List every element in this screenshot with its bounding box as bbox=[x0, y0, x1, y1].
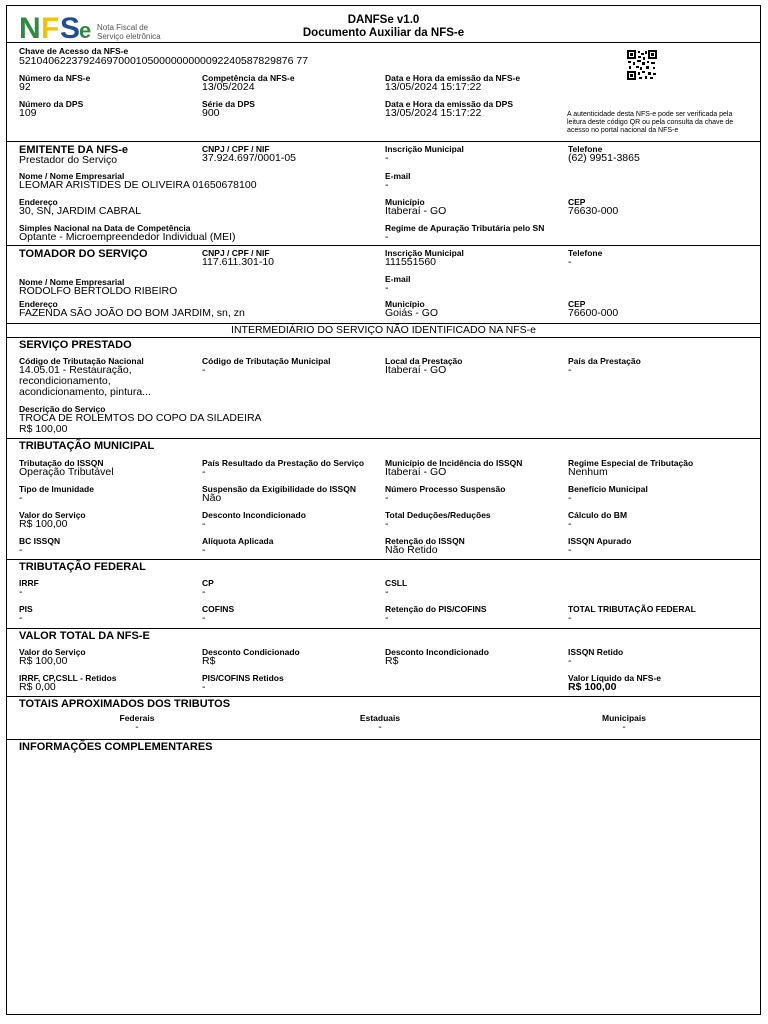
intermediario-text: INTERMEDIÁRIO DO SERVIÇO NÃO IDENTIFICADO NA NFS-e bbox=[231, 324, 536, 336]
field-label: Suspensão da Exigibilidade do ISSQN bbox=[202, 484, 356, 494]
field-value: Operação Tributável bbox=[19, 466, 114, 478]
emitente-nome-value: LEOMAR ARISTIDES DE OLIVEIRA 01650678100 bbox=[19, 179, 257, 191]
emitente-sn-value: Optante - Microempreendedor Individual (MEI) bbox=[19, 231, 236, 243]
tomador-end-label: Endereço bbox=[19, 299, 58, 309]
field-value: - bbox=[568, 544, 572, 556]
emitente-regime-label: Regime de Apuração Tributária pelo SN bbox=[385, 223, 545, 233]
field-label: Tributação do ISSQN bbox=[19, 458, 104, 468]
cod-mun-value: - bbox=[202, 364, 206, 376]
tomador-cep-label: CEP bbox=[568, 299, 586, 309]
field-value: - bbox=[385, 492, 389, 504]
emitente-subtitle: Prestador do Serviço bbox=[19, 154, 118, 166]
tomador-email-label: E-mail bbox=[385, 274, 411, 284]
field-value: R$ bbox=[202, 655, 216, 667]
field-label: CP bbox=[202, 578, 214, 588]
trib-municipal-title: TRIBUTAÇÃO MUNICIPAL bbox=[19, 440, 155, 452]
tomador-title: TOMADOR DO SERVIÇO bbox=[19, 248, 148, 260]
competencia-value: 13/05/2024 bbox=[202, 81, 255, 93]
field-label: TOTAL TRIBUTAÇÃO FEDERAL bbox=[568, 604, 696, 614]
field-label: Regime Especial de Tributação bbox=[568, 458, 694, 468]
tomador-tel-label: Telefone bbox=[568, 248, 603, 258]
totais-municipais-label: Municipais bbox=[602, 713, 646, 723]
tomador-cnpj-value: 117.611.301-10 bbox=[202, 256, 275, 268]
field-label: Desconto Incondicionado bbox=[385, 647, 489, 657]
emitente-email-label: E-mail bbox=[385, 171, 411, 181]
info-complementares-title: INFORMAÇÕES COMPLEMENTARES bbox=[19, 741, 213, 753]
field-label: Retenção do PIS/COFINS bbox=[385, 604, 487, 614]
field-value: - bbox=[202, 612, 206, 624]
emitente-nome-label: Nome / Nome Empresarial bbox=[19, 171, 125, 181]
field-label: COFINS bbox=[202, 604, 235, 614]
emitente-cep-value: 76630-000 bbox=[568, 205, 619, 217]
field-value: - bbox=[568, 492, 572, 504]
field-value: Nenhum bbox=[568, 466, 608, 478]
tomador-mun-value: Goiás - GO bbox=[385, 307, 439, 319]
trib-federal-title: TRIBUTAÇÃO FEDERAL bbox=[19, 561, 146, 573]
chave-label: Chave de Acesso da NFS-e bbox=[19, 46, 129, 56]
field-label: Valor Líquido da NFS-e bbox=[568, 673, 662, 683]
numero-value: 92 bbox=[19, 81, 31, 93]
tomador-tel-value: - bbox=[568, 256, 572, 268]
emitente-sn-label: Simples Nacional na Data de Competência bbox=[19, 223, 191, 233]
desc-value: TROCA DE ROLEMTOS DO COPO DA SILADEIRA bbox=[19, 412, 262, 424]
local-label: Local da Prestação bbox=[385, 356, 463, 366]
emitente-mun-value: Itaberaí - GO bbox=[385, 205, 447, 217]
field-label: BC ISSQN bbox=[19, 536, 61, 546]
divider bbox=[7, 337, 760, 338]
totais-estaduais-value: - bbox=[378, 721, 382, 733]
field-value: - bbox=[385, 586, 389, 598]
svg-text:N: N bbox=[19, 12, 41, 44]
serie-value: 900 bbox=[202, 107, 220, 119]
chave-value: 52104062237924697000105000000000092240587829876 77 bbox=[19, 55, 309, 67]
field-label: IRRF bbox=[19, 578, 39, 588]
field-value: - bbox=[19, 544, 23, 556]
field-label: ISSQN Apurado bbox=[568, 536, 632, 546]
dps-data-value: 13/05/2024 15:17:22 bbox=[385, 107, 482, 119]
tomador-end-value: FAZENDA SÃO JOÃO DO BOM JARDIM, sn, zn bbox=[19, 307, 245, 319]
qr-code-icon bbox=[627, 50, 657, 80]
emitente-email-value: - bbox=[385, 179, 389, 191]
tomador-im-value: 111551560 bbox=[385, 256, 436, 268]
numero-label: Número da NFS-e bbox=[19, 73, 91, 83]
divider bbox=[7, 42, 760, 43]
divider bbox=[7, 245, 760, 246]
field-label: Número Processo Suspensão bbox=[385, 484, 506, 494]
svg-text:F: F bbox=[41, 12, 60, 44]
emissao-label: Data e Hora da emissão da NFS-e bbox=[385, 73, 521, 83]
totais-estaduais-label: Estaduais bbox=[359, 713, 401, 723]
cod-nac-value: 14.05.01 - Restauração, recondicionamento, acondicionamento, pintura... bbox=[19, 364, 151, 398]
competencia-label: Competência da NFS-e bbox=[202, 73, 295, 83]
emitente-end-label: Endereço bbox=[19, 197, 58, 207]
field-label: Valor do Serviço bbox=[19, 647, 86, 657]
valor-total-title: VALOR TOTAL DA NFS-E bbox=[19, 630, 150, 642]
emitente-tel-label: Telefone bbox=[568, 144, 603, 154]
field-label: Tipo de Imunidade bbox=[19, 484, 94, 494]
danfse-page bbox=[6, 5, 761, 1015]
divider bbox=[7, 696, 760, 697]
divider bbox=[7, 141, 760, 142]
emitente-end-value: 30, SN, JARDIM CABRAL bbox=[19, 205, 141, 217]
emitente-cnpj-label: CNPJ / CPF / NIF bbox=[202, 144, 270, 154]
field-value: - bbox=[568, 655, 572, 667]
totais-municipais-value: - bbox=[622, 721, 626, 733]
emitente-cnpj-value: 37.924.697/0001-05 bbox=[202, 152, 297, 164]
divider bbox=[7, 559, 760, 560]
serie-label: Série da DPS bbox=[202, 99, 255, 109]
field-label: Alíquota Aplicada bbox=[202, 536, 274, 546]
dps-label: Número da DPS bbox=[19, 99, 84, 109]
cod-mun-label: Código de Tributação Municipal bbox=[202, 356, 331, 366]
emitente-title: EMITENTE DA NFS-e bbox=[19, 144, 128, 156]
field-value: - bbox=[385, 612, 389, 624]
field-label: Desconto Incondicionado bbox=[202, 510, 306, 520]
field-label: IRRF, CP,CSLL - Retidos bbox=[19, 673, 117, 683]
tomador-cnpj-label: CNPJ / CPF / NIF bbox=[202, 248, 270, 258]
field-label: Valor do Serviço bbox=[19, 510, 86, 520]
field-value: R$ bbox=[385, 655, 399, 667]
field-value: - bbox=[202, 466, 206, 478]
tomador-email-value: - bbox=[385, 282, 389, 294]
field-label: PIS bbox=[19, 604, 33, 614]
emitente-regime-value: - bbox=[385, 231, 389, 243]
tomador-nome-label: Nome / Nome Empresarial bbox=[19, 277, 125, 287]
field-value: Não bbox=[202, 492, 222, 504]
field-value: R$ 100,00 bbox=[568, 681, 617, 693]
field-label: PIS/COFINS Retidos bbox=[202, 673, 284, 683]
cod-nac-label: Código de Tributação Nacional bbox=[19, 356, 144, 366]
field-label: Município de Incidência do ISSQN bbox=[385, 458, 523, 468]
field-label: Desconto Condicionado bbox=[202, 647, 300, 657]
totais-federais-value: - bbox=[135, 721, 139, 733]
tomador-mun-label: Município bbox=[385, 299, 425, 309]
emitente-im-value: - bbox=[385, 152, 389, 164]
emitente-mun-label: Município bbox=[385, 197, 425, 207]
field-value: - bbox=[19, 492, 23, 504]
desc-value-2: R$ 100,00 bbox=[19, 423, 68, 435]
tomador-cep-value: 76600-000 bbox=[568, 307, 619, 319]
field-label: Total Deduções/Reduções bbox=[385, 510, 491, 520]
field-value: - bbox=[568, 612, 572, 624]
dps-data-label: Data e Hora da emissão da DPS bbox=[385, 99, 514, 109]
field-value: R$ 0,00 bbox=[19, 681, 56, 693]
field-value: - bbox=[202, 681, 206, 693]
emitente-cep-label: CEP bbox=[568, 197, 586, 207]
field-value: Não Retido bbox=[385, 544, 438, 556]
field-value: - bbox=[19, 586, 23, 598]
field-value: - bbox=[202, 586, 206, 598]
field-value: Itaberaí - GO bbox=[385, 466, 447, 478]
field-label: País Resultado da Prestação do Serviço bbox=[202, 458, 365, 468]
pais-value: - bbox=[568, 364, 572, 376]
document-title: DANFSe v1.0 bbox=[347, 14, 420, 26]
servico-title: SERVIÇO PRESTADO bbox=[19, 339, 132, 351]
divider bbox=[7, 739, 760, 740]
field-label: CSLL bbox=[385, 578, 408, 588]
field-value: - bbox=[385, 518, 389, 530]
local-value: Itaberaí - GO bbox=[385, 364, 447, 376]
field-label: ISSQN Retido bbox=[568, 647, 624, 657]
field-value: R$ 100,00 bbox=[19, 655, 68, 667]
field-value: - bbox=[568, 518, 572, 530]
field-label: Retenção do ISSQN bbox=[385, 536, 465, 546]
desc-label: Descrição do Serviço bbox=[19, 404, 106, 414]
totais-federais-label: Federais bbox=[119, 713, 155, 723]
qr-note: A autenticidade desta NFS-e pode ser verificada pela leitura deste código QR ou pela consulta da chave de acesso no portal nacional da NFS-e bbox=[567, 111, 734, 134]
emitente-im-label: Inscrição Municipal bbox=[385, 144, 464, 154]
tomador-nome-value: RODOLFO BERTOLDO RIBEIRO bbox=[19, 285, 178, 297]
logo-subtitle-2: Serviço eletrônica bbox=[97, 32, 161, 41]
tomador-im-label: Inscrição Municipal bbox=[385, 248, 464, 258]
logo-subtitle-1: Nota Fiscal de bbox=[97, 23, 149, 32]
field-value: R$ 100,00 bbox=[19, 518, 68, 530]
totais-title: TOTAIS APROXIMADOS DOS TRIBUTOS bbox=[19, 698, 231, 710]
pais-label: País da Prestação bbox=[568, 356, 641, 366]
emitente-tel-value: (62) 9951-3865 bbox=[568, 152, 640, 164]
svg-text:S: S bbox=[60, 12, 81, 44]
field-value: - bbox=[19, 612, 23, 624]
field-value: - bbox=[202, 544, 206, 556]
dps-value: 109 bbox=[19, 107, 37, 119]
document-subtitle: Documento Auxiliar da NFS-e bbox=[302, 27, 465, 39]
divider bbox=[7, 628, 760, 629]
field-value: - bbox=[202, 518, 206, 530]
field-label: Cálculo do BM bbox=[568, 510, 628, 520]
divider bbox=[7, 438, 760, 439]
field-label: Benefício Municipal bbox=[568, 484, 648, 494]
svg-text:e: e bbox=[79, 18, 92, 43]
emissao-value: 13/05/2024 15:17:22 bbox=[385, 81, 482, 93]
